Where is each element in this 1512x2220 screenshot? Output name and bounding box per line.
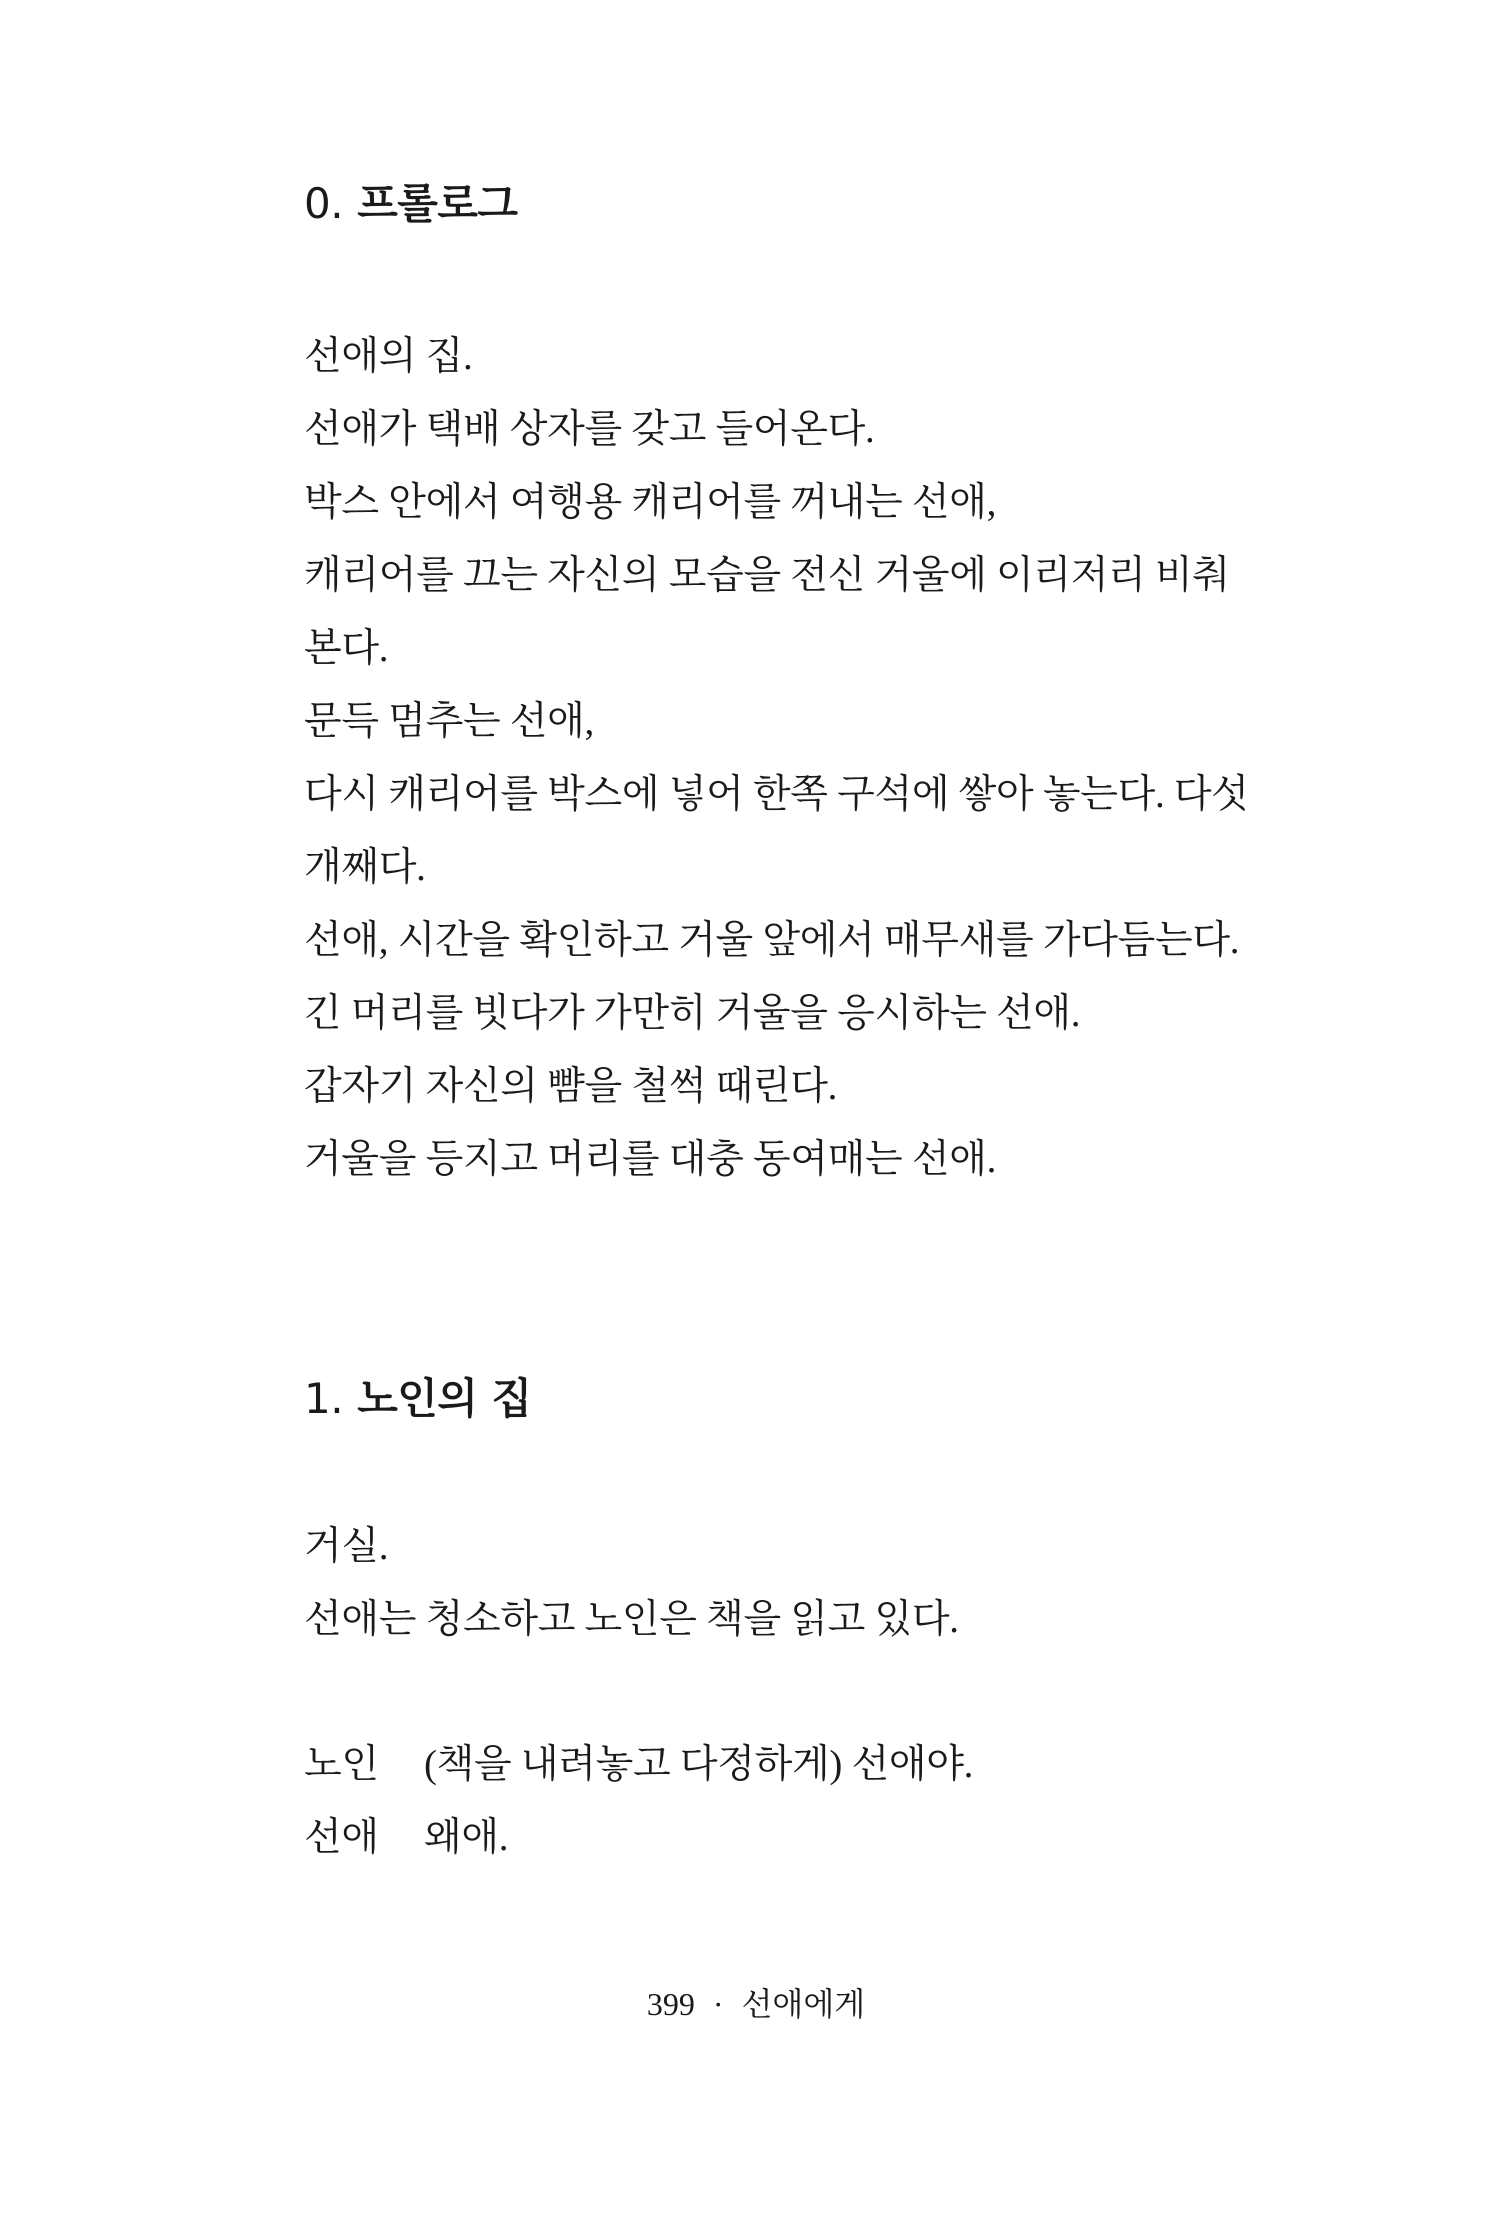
paragraph: 거실. [304,1525,389,1568]
section-number: 1. [304,1374,344,1423]
paragraph: 선애, 시간을 확인하고 거울 앞에서 매무새를 가다듬는다. [304,919,1240,962]
dialogue-line [304,1728,1270,1801]
page-number: 399 [646,1986,695,2022]
dialogue-text: (책을 내려놓고 다정하게) 선애야. [424,1743,974,1786]
running-title: 선애에게 [741,1986,866,2022]
speaker-name: 노인 [304,1742,379,1787]
prologue-text [304,320,1270,1196]
section-title: 프롤로그 [357,179,518,228]
page-footer [0,1984,1512,2024]
paragraph: 다시 캐리어를 박스에 넣어 한쪽 구석에 쌓아 놓는다. 다섯 개째다. [304,773,1249,889]
paragraph: 캐리어를 끄는 자신의 모습을 전신 거울에 이리저리 비춰 본다. [304,554,1230,670]
paragraph: 선애는 청소하고 노인은 책을 읽고 있다. [304,1598,959,1641]
paragraph: 거울을 등지고 머리를 대충 동여매는 선애. [304,1138,997,1181]
dialogue-block [304,1728,1270,1874]
footer-separator: · [712,1986,724,2022]
section-heading-scene-1 [304,1373,532,1425]
paragraph: 긴 머리를 빗다가 가만히 거울을 응시하는 선애. [304,992,1081,1035]
section-heading-prologue [304,178,518,230]
section-number: 0. [304,179,344,228]
dialogue-text: 왜애. [424,1816,509,1859]
scene-1-text [304,1510,1270,1656]
section-title: 노인의 집 [357,1374,532,1423]
paragraph: 갑자기 자신의 뺨을 철썩 때린다. [304,1065,838,1108]
speaker-name: 선애 [304,1815,379,1860]
paragraph: 선애의 집. [304,335,473,378]
paragraph: 선애가 택배 상자를 갖고 들어온다. [304,408,875,451]
paragraph: 박스 안에서 여행용 캐리어를 꺼내는 선애, [304,481,997,524]
dialogue-line [304,1801,1270,1874]
paragraph: 문득 멈추는 선애, [304,700,594,743]
